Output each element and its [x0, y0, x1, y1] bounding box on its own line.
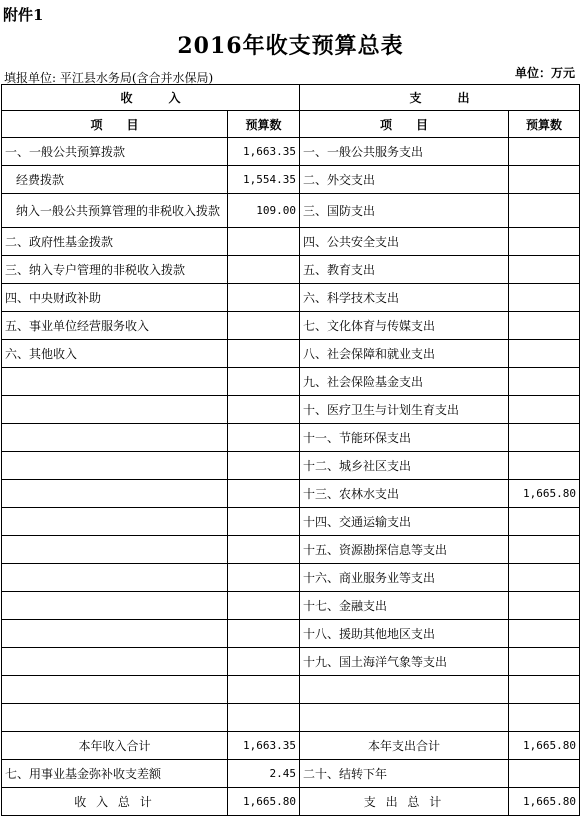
- expense-item: 二、外交支出: [300, 166, 509, 194]
- reporting-unit: 填报单位: 平江县水务局(含合并水保局): [4, 71, 214, 85]
- income-carry-item: 七、用事业基金弥补收支差额: [2, 760, 228, 788]
- income-item: [2, 648, 228, 676]
- table-row: [2, 480, 580, 508]
- table-row: [2, 138, 580, 166]
- income-item: 经费拨款: [2, 166, 228, 194]
- income-subtotal-value: 1,663.35: [228, 732, 300, 760]
- expense-item: 十九、国土海洋气象等支出: [300, 648, 509, 676]
- column-header-row: [2, 111, 580, 138]
- income-item: [2, 508, 228, 536]
- income-item: [2, 620, 228, 648]
- expense-item: 十一、节能环保支出: [300, 424, 509, 452]
- table-row: [2, 194, 580, 228]
- income-budget-value: [228, 704, 300, 732]
- income-item: 六、其他收入: [2, 340, 228, 368]
- table-row: [2, 340, 580, 368]
- income-budget-value: [228, 676, 300, 704]
- income-budget-value: [228, 340, 300, 368]
- expense-budget-value: [509, 138, 580, 166]
- table-row: [2, 312, 580, 340]
- income-item: 五、事业单位经营服务收入: [2, 312, 228, 340]
- table-row: [2, 508, 580, 536]
- expense-item: 八、社会保障和就业支出: [300, 340, 509, 368]
- expense-budget-value: [509, 564, 580, 592]
- expense-budget-header: 预算数: [509, 111, 580, 138]
- total-row: [2, 788, 580, 816]
- expense-budget-value: [509, 536, 580, 564]
- income-budget-value: [228, 648, 300, 676]
- expense-budget-value: [509, 256, 580, 284]
- income-budget-value: [228, 480, 300, 508]
- expense-budget-value: [509, 228, 580, 256]
- expense-carry-item: 二十、结转下年: [300, 760, 509, 788]
- income-item: 纳入一般公共预算管理的非税收入拨款: [2, 194, 228, 228]
- table-row: [2, 396, 580, 424]
- income-budget-value: 109.00: [228, 194, 300, 228]
- table-row: [2, 228, 580, 256]
- page-title: 2016年收支预算总表: [177, 33, 404, 59]
- table-row: [2, 620, 580, 648]
- expense-item: 十五、资源勘探信息等支出: [300, 536, 509, 564]
- expense-item: 五、教育支出: [300, 256, 509, 284]
- income-item: [2, 564, 228, 592]
- expense-budget-value: [509, 284, 580, 312]
- income-total-label: 收 入 总 计: [2, 788, 228, 816]
- expense-total-value: 1,665.80: [509, 788, 580, 816]
- income-item: [2, 396, 228, 424]
- table-row: [2, 424, 580, 452]
- expense-item: 七、文化体育与传媒支出: [300, 312, 509, 340]
- income-item: 二、政府性基金拨款: [2, 228, 228, 256]
- carry-row: [2, 760, 580, 788]
- expense-subtotal-label: 本年支出合计: [300, 732, 509, 760]
- income-budget-value: [228, 452, 300, 480]
- expense-budget-value: [509, 620, 580, 648]
- expense-item: 十、医疗卫生与计划生育支出: [300, 396, 509, 424]
- income-budget-value: [228, 284, 300, 312]
- budget-table: [1, 84, 580, 816]
- table-row: [2, 676, 580, 704]
- expense-item: 十八、援助其他地区支出: [300, 620, 509, 648]
- income-item-header: 项 目: [2, 111, 228, 138]
- income-budget-value: [228, 592, 300, 620]
- expense-budget-value: [509, 676, 580, 704]
- income-section-header: 收 入: [2, 85, 300, 111]
- expense-budget-value: 1,665.80: [509, 480, 580, 508]
- unit-label: 单位：万元: [514, 66, 575, 80]
- expense-budget-value: [509, 508, 580, 536]
- income-item: [2, 592, 228, 620]
- expense-budget-value: [509, 424, 580, 452]
- expense-item: 十二、城乡社区支出: [300, 452, 509, 480]
- expense-item-header: 项 目: [300, 111, 509, 138]
- subtotal-row: [2, 732, 580, 760]
- table-row: [2, 592, 580, 620]
- income-budget-value: 1,663.35: [228, 138, 300, 166]
- expense-budget-value: [509, 648, 580, 676]
- income-budget-value: [228, 424, 300, 452]
- table-row: [2, 452, 580, 480]
- expense-budget-value: [509, 704, 580, 732]
- income-budget-value: [228, 228, 300, 256]
- expense-budget-value: [509, 166, 580, 194]
- table-row: [2, 256, 580, 284]
- income-item: [2, 676, 228, 704]
- income-budget-value: [228, 312, 300, 340]
- expense-item: 十七、金融支出: [300, 592, 509, 620]
- income-budget-value: 1,554.35: [228, 166, 300, 194]
- income-carry-value: 2.45: [228, 760, 300, 788]
- income-item: [2, 424, 228, 452]
- table-row: [2, 166, 580, 194]
- income-budget-value: [228, 536, 300, 564]
- expense-item: [300, 704, 509, 732]
- expense-item: [300, 676, 509, 704]
- table-row: [2, 704, 580, 732]
- expense-budget-value: [509, 452, 580, 480]
- income-budget-value: [228, 508, 300, 536]
- expense-item: 一、一般公共服务支出: [300, 138, 509, 166]
- expense-budget-value: [509, 368, 580, 396]
- expense-section-header: 支 出: [300, 85, 580, 111]
- income-total-value: 1,665.80: [228, 788, 300, 816]
- expense-total-label: 支 出 总 计: [300, 788, 509, 816]
- expense-carry-value: [509, 760, 580, 788]
- income-item: [2, 368, 228, 396]
- income-item: [2, 452, 228, 480]
- expense-subtotal-value: 1,665.80: [509, 732, 580, 760]
- attachment-label: 附件1: [3, 6, 44, 24]
- expense-budget-value: [509, 194, 580, 228]
- table-row: [2, 536, 580, 564]
- expense-budget-value: [509, 340, 580, 368]
- income-budget-value: [228, 256, 300, 284]
- income-item: 四、中央财政补助: [2, 284, 228, 312]
- table-row: [2, 648, 580, 676]
- expense-budget-value: [509, 396, 580, 424]
- expense-budget-value: [509, 312, 580, 340]
- expense-item: 三、国防支出: [300, 194, 509, 228]
- expense-item: 十六、商业服务业等支出: [300, 564, 509, 592]
- expense-item: 四、公共安全支出: [300, 228, 509, 256]
- expense-item: 十四、交通运输支出: [300, 508, 509, 536]
- income-budget-header: 预算数: [228, 111, 300, 138]
- table-row: [2, 368, 580, 396]
- income-budget-value: [228, 368, 300, 396]
- expense-budget-value: [509, 592, 580, 620]
- table-row: [2, 564, 580, 592]
- income-budget-value: [228, 620, 300, 648]
- expense-item: 六、科学技术支出: [300, 284, 509, 312]
- income-item: 三、纳入专户管理的非税收入拨款: [2, 256, 228, 284]
- income-item: [2, 480, 228, 508]
- table-row: [2, 284, 580, 312]
- income-budget-value: [228, 396, 300, 424]
- expense-item: 十三、农林水支出: [300, 480, 509, 508]
- income-item: [2, 704, 228, 732]
- income-item: [2, 536, 228, 564]
- income-subtotal-label: 本年收入合计: [2, 732, 228, 760]
- income-item: 一、一般公共预算拨款: [2, 138, 228, 166]
- expense-item: 九、社会保险基金支出: [300, 368, 509, 396]
- income-budget-value: [228, 564, 300, 592]
- section-header-row: [2, 85, 580, 111]
